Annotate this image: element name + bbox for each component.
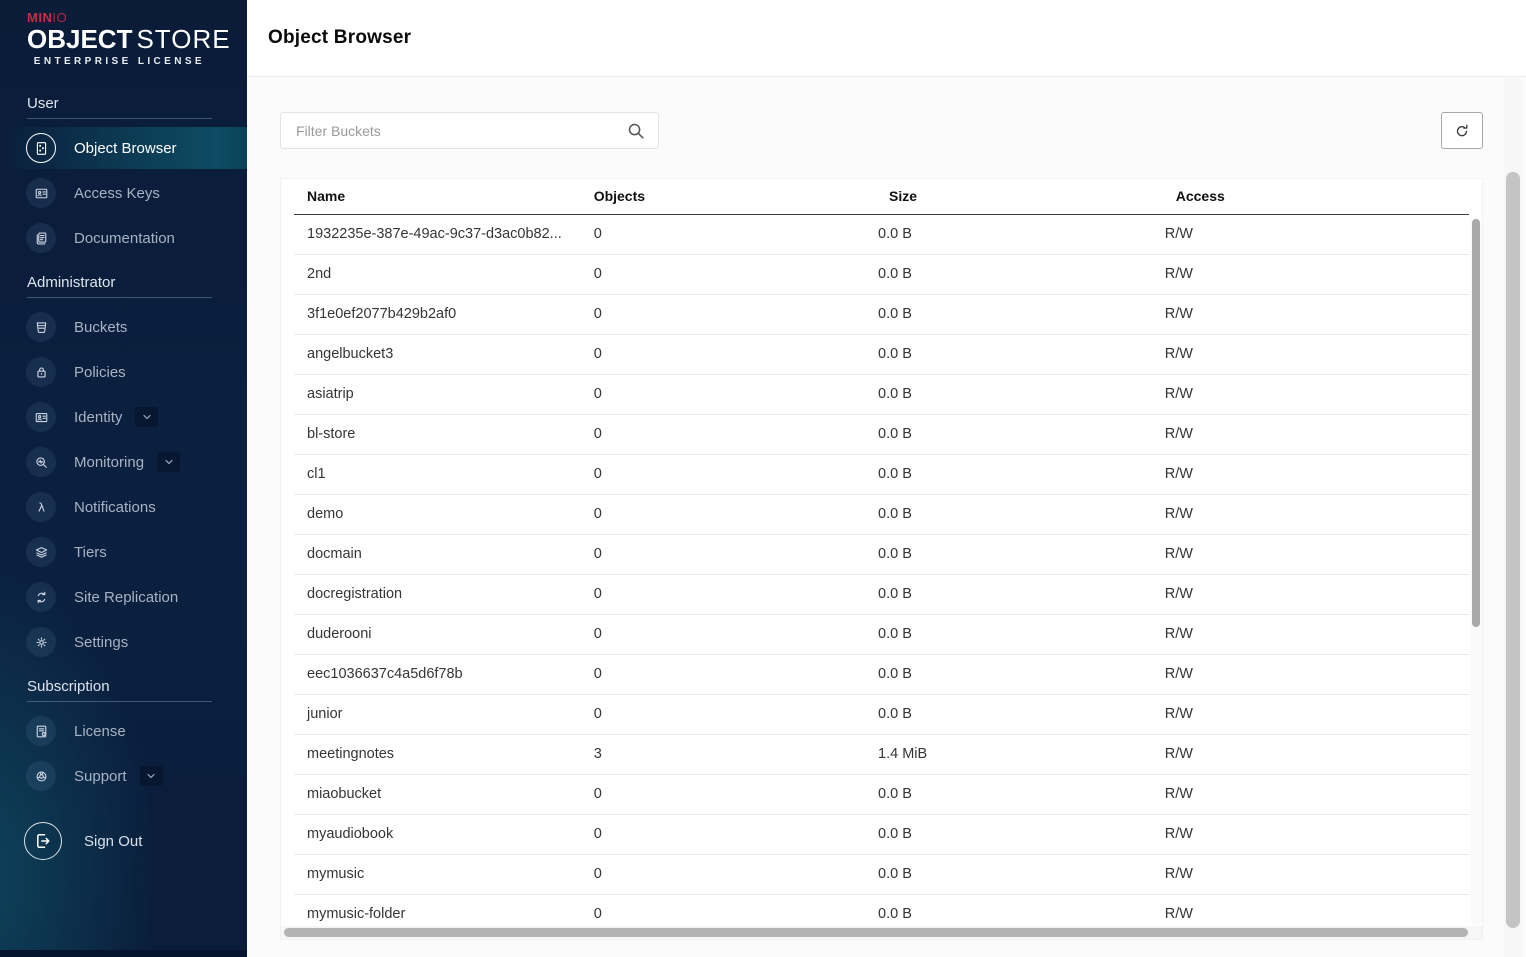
sign-out-label: Sign Out xyxy=(84,832,143,850)
bucket-size-cell: 1.4 MiB xyxy=(865,734,1152,774)
sidebar-item-object-browser[interactable] xyxy=(0,127,247,169)
table-vertical-scrollbar-thumb[interactable] xyxy=(1472,219,1480,627)
bucket-access-cell: R/W xyxy=(1152,214,1469,254)
product-title: OBJECT STORE xyxy=(27,24,231,54)
bucket-objects-cell: 0 xyxy=(581,534,865,574)
bucket-row[interactable] xyxy=(294,254,1469,294)
license-subtitle: ENTERPRISE LICENSE xyxy=(33,56,205,67)
sidebar-item-label: Documentation xyxy=(74,229,175,247)
sidebar-item-label: Identity xyxy=(74,408,123,426)
bucket-objects-cell: 0 xyxy=(581,654,865,694)
table-header-row xyxy=(294,179,1469,214)
bucket-row[interactable] xyxy=(294,374,1469,414)
sidebar-item-documentation[interactable] xyxy=(0,217,247,259)
bucket-access-cell: R/W xyxy=(1152,534,1469,574)
bucket-access-cell: R/W xyxy=(1152,734,1469,774)
bucket-objects-cell: 0 xyxy=(581,574,865,614)
bucket-row[interactable] xyxy=(294,734,1469,774)
sidebar-item-policies[interactable] xyxy=(0,351,247,393)
section-header-administrator: Administrator xyxy=(27,274,116,291)
bucket-objects-cell: 0 xyxy=(581,294,865,334)
bucket-size-cell: 0.0 B xyxy=(865,614,1152,654)
bucket-name-cell: mymusic xyxy=(294,854,581,894)
sign-out-icon xyxy=(24,822,62,860)
bucket-access-cell: R/W xyxy=(1152,814,1469,854)
bucket-objects-cell: 0 xyxy=(581,894,865,934)
bucket-row[interactable] xyxy=(294,494,1469,534)
bucket-access-cell: R/W xyxy=(1152,574,1469,614)
chevron-down-icon[interactable] xyxy=(157,452,180,472)
bucket-access-cell: R/W xyxy=(1152,894,1469,934)
bucket-name-cell: docmain xyxy=(294,534,581,574)
section-header-user: User xyxy=(27,95,59,112)
sidebar-item-label: Access Keys xyxy=(74,184,160,202)
bucket-name-cell: asiatrip xyxy=(294,374,581,414)
bucket-row[interactable] xyxy=(294,454,1469,494)
section-header-subscription: Subscription xyxy=(27,678,110,695)
bucket-objects-cell: 0 xyxy=(581,774,865,814)
content-area xyxy=(247,77,1526,957)
bucket-access-cell: R/W xyxy=(1152,654,1469,694)
bucket-row[interactable] xyxy=(294,774,1469,814)
main-area xyxy=(247,0,1526,957)
bucket-name-cell: bl-store xyxy=(294,414,581,454)
sidebar xyxy=(0,0,247,957)
notifications-icon xyxy=(26,492,56,522)
bucket-access-cell: R/W xyxy=(1152,774,1469,814)
bucket-name-cell: 3f1e0ef2077b429b2af0 xyxy=(294,294,581,334)
bucket-access-cell: R/W xyxy=(1152,614,1469,654)
bucket-size-cell: 0.0 B xyxy=(865,894,1152,934)
bucket-name-cell: cl1 xyxy=(294,454,581,494)
bucket-row[interactable] xyxy=(294,654,1469,694)
bucket-size-cell: 0.0 B xyxy=(865,854,1152,894)
chevron-down-icon[interactable] xyxy=(135,407,158,427)
monitoring-icon xyxy=(26,447,56,477)
bucket-row[interactable] xyxy=(294,614,1469,654)
bucket-objects-cell: 0 xyxy=(581,414,865,454)
bucket-objects-cell: 0 xyxy=(581,814,865,854)
bucket-size-cell: 0.0 B xyxy=(865,214,1152,254)
bucket-objects-cell: 3 xyxy=(581,734,865,774)
bucket-name-cell: demo xyxy=(294,494,581,534)
sidebar-item-label: Buckets xyxy=(74,318,128,336)
bucket-size-cell: 0.0 B xyxy=(865,414,1152,454)
section-divider xyxy=(27,701,212,702)
bucket-access-cell: R/W xyxy=(1152,254,1469,294)
column-header-size: Size xyxy=(865,179,1152,214)
bucket-size-cell: 0.0 B xyxy=(865,294,1152,334)
bucket-name-cell: junior xyxy=(294,694,581,734)
documentation-icon xyxy=(26,223,56,253)
column-header-name: Name xyxy=(294,179,581,214)
bucket-size-cell: 0.0 B xyxy=(865,774,1152,814)
bucket-row[interactable] xyxy=(294,214,1469,254)
bucket-objects-cell: 0 xyxy=(581,454,865,494)
sidebar-item-label: License xyxy=(74,722,126,740)
object-browser-icon xyxy=(26,133,56,163)
sidebar-item-site-replication[interactable] xyxy=(0,576,247,618)
bucket-access-cell: R/W xyxy=(1152,294,1469,334)
bucket-access-cell: R/W xyxy=(1152,854,1469,894)
sidebar-item-support[interactable] xyxy=(0,755,247,797)
policies-icon xyxy=(26,357,56,387)
sidebar-nav xyxy=(0,81,247,865)
bucket-access-cell: R/W xyxy=(1152,494,1469,534)
page-scrollbar[interactable] xyxy=(1504,78,1522,957)
bucket-objects-cell: 0 xyxy=(581,334,865,374)
bucket-name-cell: mymusic-folder xyxy=(294,894,581,934)
site-replication-icon xyxy=(26,582,56,612)
bucket-access-cell: R/W xyxy=(1152,374,1469,414)
section-divider xyxy=(27,118,212,119)
settings-icon xyxy=(26,627,56,657)
bucket-row[interactable] xyxy=(294,334,1469,374)
minio-logo xyxy=(0,0,231,67)
identity-icon xyxy=(26,402,56,432)
bucket-size-cell: 0.0 B xyxy=(865,454,1152,494)
sidebar-item-tiers[interactable] xyxy=(0,531,247,573)
page-scrollbar-thumb[interactable] xyxy=(1506,172,1520,928)
bucket-name-cell: meetingnotes xyxy=(294,734,581,774)
sidebar-item-settings[interactable] xyxy=(0,621,247,663)
support-icon xyxy=(26,761,56,791)
chevron-down-icon[interactable] xyxy=(140,766,163,786)
column-header-objects: Objects xyxy=(581,179,865,214)
bucket-size-cell: 0.0 B xyxy=(865,334,1152,374)
bucket-row[interactable] xyxy=(294,814,1469,854)
sidebar-item-label: Notifications xyxy=(74,498,156,516)
section-divider xyxy=(27,297,212,298)
bucket-size-cell: 0.0 B xyxy=(865,494,1152,534)
sidebar-item-label: Site Replication xyxy=(74,588,179,606)
buckets-table-panel xyxy=(280,178,1483,940)
sidebar-item-buckets[interactable] xyxy=(0,306,247,348)
bucket-objects-cell: 0 xyxy=(581,374,865,414)
bucket-size-cell: 0.0 B xyxy=(865,254,1152,294)
sidebar-item-monitoring[interactable] xyxy=(0,441,247,483)
sidebar-item-label: Monitoring xyxy=(74,453,145,471)
page-title: Object Browser xyxy=(268,27,412,48)
bucket-name-cell: 2nd xyxy=(294,254,581,294)
toolbar xyxy=(280,112,1483,149)
sidebar-item-label: Policies xyxy=(74,363,126,381)
brand-min: MIN xyxy=(27,10,53,25)
sidebar-item-identity[interactable] xyxy=(0,396,247,438)
bucket-row[interactable] xyxy=(294,694,1469,734)
refresh-button[interactable] xyxy=(1441,112,1483,149)
sidebar-item-label: Tiers xyxy=(74,543,107,561)
bucket-access-cell: R/W xyxy=(1152,694,1469,734)
bucket-row[interactable] xyxy=(294,294,1469,334)
bucket-objects-cell: 0 xyxy=(581,854,865,894)
bucket-size-cell: 0.0 B xyxy=(865,694,1152,734)
buckets-icon xyxy=(26,312,56,342)
bucket-size-cell: 0.0 B xyxy=(865,814,1152,854)
table-horizontal-scrollbar-thumb[interactable] xyxy=(284,928,1468,937)
bucket-row[interactable] xyxy=(294,534,1469,574)
bucket-objects-cell: 0 xyxy=(581,254,865,294)
table-horizontal-scrollbar[interactable] xyxy=(281,926,1482,939)
bucket-name-cell: miaobucket xyxy=(294,774,581,814)
tiers-icon xyxy=(26,537,56,567)
filter-buckets-input[interactable] xyxy=(280,112,659,149)
minio-wordmark xyxy=(27,11,205,24)
sidebar-item-notifications[interactable] xyxy=(0,486,247,528)
bucket-row[interactable] xyxy=(294,854,1469,894)
bucket-objects-cell: 0 xyxy=(581,494,865,534)
bucket-name-cell: 1932235e-387e-49ac-9c37-d3ac0b82... xyxy=(294,214,581,254)
bucket-objects-cell: 0 xyxy=(581,694,865,734)
license-icon xyxy=(26,716,56,746)
brand-io: IO xyxy=(52,10,68,25)
bucket-size-cell: 0.0 B xyxy=(865,574,1152,614)
sidebar-item-label: Support xyxy=(74,767,127,785)
bucket-row[interactable] xyxy=(294,574,1469,614)
sidebar-item-label: Object Browser xyxy=(74,139,177,157)
bucket-name-cell: docregistration xyxy=(294,574,581,614)
bucket-name-cell: angelbucket3 xyxy=(294,334,581,374)
sidebar-item-label: Settings xyxy=(74,633,129,651)
access-keys-icon xyxy=(26,178,56,208)
bucket-objects-cell: 0 xyxy=(581,614,865,654)
sidebar-item-license[interactable] xyxy=(0,710,247,752)
column-header-access: Access xyxy=(1152,179,1469,214)
bucket-name-cell: eec1036637c4a5d6f78b xyxy=(294,654,581,694)
bucket-access-cell: R/W xyxy=(1152,454,1469,494)
bucket-access-cell: R/W xyxy=(1152,414,1469,454)
search-icon xyxy=(625,120,647,142)
filter-buckets-field xyxy=(280,112,659,149)
sign-out-button[interactable] xyxy=(0,817,247,865)
buckets-table xyxy=(294,179,1469,935)
bucket-size-cell: 0.0 B xyxy=(865,534,1152,574)
bucket-access-cell: R/W xyxy=(1152,334,1469,374)
bucket-name-cell: duderooni xyxy=(294,614,581,654)
table-vertical-scrollbar[interactable] xyxy=(1471,216,1481,925)
bucket-size-cell: 0.0 B xyxy=(865,654,1152,694)
bucket-size-cell: 0.0 B xyxy=(865,374,1152,414)
bucket-objects-cell: 0 xyxy=(581,214,865,254)
svg-text:λ: λ xyxy=(37,499,45,514)
bucket-name-cell: myaudiobook xyxy=(294,814,581,854)
bucket-row[interactable] xyxy=(294,414,1469,454)
refresh-icon xyxy=(1453,122,1471,140)
page-header xyxy=(247,0,1526,77)
sidebar-item-access-keys[interactable] xyxy=(0,172,247,214)
